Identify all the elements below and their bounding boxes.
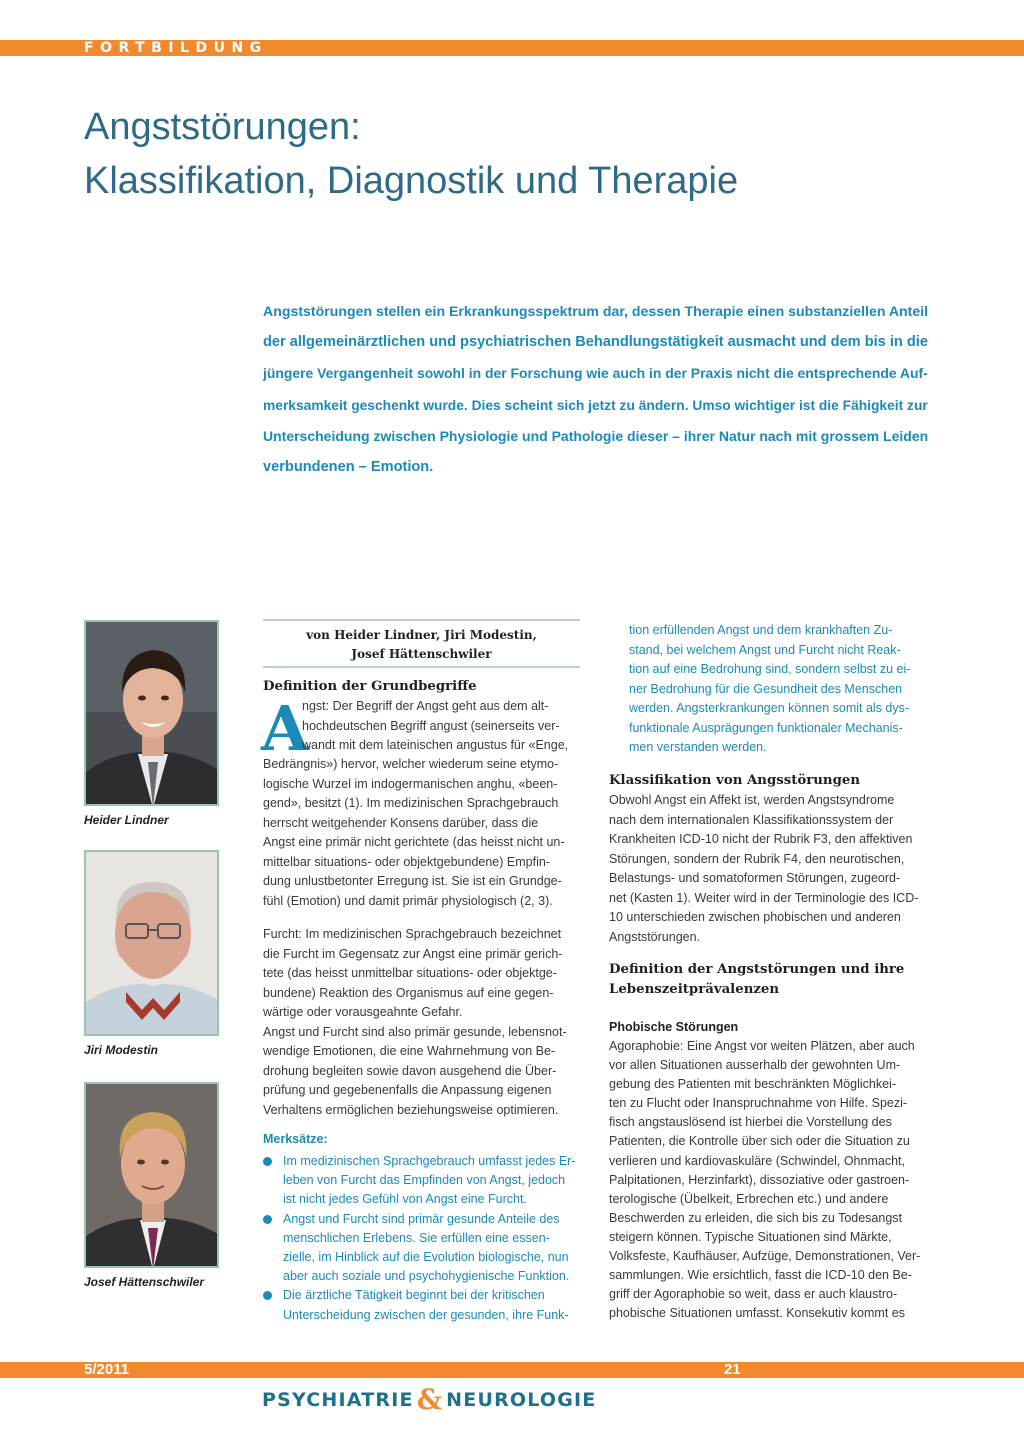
text-line: menschlichen Erlebens. Sie erfüllen eine essen-	[283, 1230, 550, 1245]
section-heading: Klassifikation von Angsstörungen	[609, 773, 861, 788]
journal-ampersand: &	[416, 1383, 444, 1416]
article-lead	[263, 296, 935, 483]
paragraph	[263, 755, 580, 911]
text-line: Angst und Furcht sind also primär gesunde, lebensnot-	[263, 1024, 567, 1039]
article-title	[84, 100, 964, 208]
text-line: Furcht: Im medizinischen Sprachgebrauch bezeichnet	[263, 927, 562, 941]
text-line: Angst eine primär nicht gerichtete (das heisst nicht un-	[263, 835, 565, 849]
text-line: vor allen Situationen ausserhalb der gewohnten Um-	[609, 1058, 901, 1073]
heading-line: Definition der Angststörungen und ihre	[609, 962, 905, 977]
merksaetze-heading: Merksätze:	[263, 1132, 328, 1146]
text-line: Patienten, die Kontrolle über sich oder die Situation zu	[609, 1134, 910, 1149]
byline-line-1: von Heider Lindner, Jiri Modestin,	[306, 628, 537, 642]
text-line: fühl (Emotion) und damit primär physiologisch (2, 3).	[263, 893, 553, 908]
title-line-1: Angststörungen:	[84, 106, 361, 148]
text-line: dung unlustbetonter Erregung ist. Sie ist ein Grundge-	[263, 874, 562, 888]
author-caption: Jiri Modestin	[84, 1043, 159, 1057]
text-line: gend», besitzt (1). Im medizinischen Sprachgebrauch	[263, 796, 559, 810]
paragraph	[609, 791, 926, 947]
divider	[263, 666, 580, 668]
text-line: steigern können. Typische Situationen sind Märkte,	[609, 1229, 892, 1244]
text-line: Volksfeste, Kaufhäuser, Aufzüge, Demonstrationen, Ver-	[609, 1249, 921, 1264]
text-line: Unterscheidung zwischen der gesunden, ihre Funk-	[283, 1307, 569, 1322]
text-line: phobische Situationen umfasst. Konsekutiv kommt es	[609, 1306, 905, 1321]
section-heading	[609, 960, 904, 999]
paragraph	[609, 1037, 926, 1323]
page-number: 21	[724, 1361, 741, 1378]
text-line: ten zu Flucht oder Inanspruchnahme von Hilfe. Spezi-	[609, 1096, 908, 1111]
text-line: Agoraphobie: Eine Angst vor weiten Plätzen, aber auch	[609, 1039, 915, 1053]
bullet-icon	[263, 1215, 272, 1224]
lead-line: jüngere Vergangenheit sowohl in der Forschung wie auch in der Praxis nicht die entsprechende Auf-	[263, 365, 928, 382]
text-line: tion erfüllenden Angst und dem krankhaften Zu-	[629, 623, 893, 637]
list-item	[263, 1286, 580, 1324]
author-photo-modestin	[84, 850, 219, 1036]
byline-line-2: Josef Hättenschwiler	[351, 646, 492, 661]
text-line: sammlungen. Wie ersichtlich, fasst die ICD-10 den Be-	[609, 1268, 912, 1283]
text-line: Bedrängnis») hervor, welcher wiederum seine etymo-	[263, 757, 559, 771]
section-heading: Definition der Grundbegriffe	[263, 679, 477, 694]
text-line: gebung des Patienten mit beschränkten Möglichkei-	[609, 1077, 896, 1092]
footer-bar	[0, 1362, 1024, 1378]
text-line: werden. Angsterkrankungen können somit als dys-	[629, 701, 910, 715]
journal-logo	[262, 1380, 597, 1416]
text-line: Beschwerden zu erleiden, die sich bis zu Todesangst	[609, 1210, 902, 1225]
paragraph	[302, 697, 580, 756]
text-line: mittelbar situations- oder objektgebundene) Empfin-	[263, 854, 550, 869]
author-photo-haettenschwiler	[84, 1082, 219, 1268]
text-line: drohung begleiten sowie davon ausgehend die Über-	[263, 1063, 557, 1078]
text-line: Palpitationen, Herzinfarkt), dissoziative oder gastroen-	[609, 1172, 910, 1187]
paragraph	[263, 925, 580, 1120]
text-line: terologische (Übelkeit, Erbrechen etc.) und andere	[609, 1191, 889, 1206]
text-line: net (Kasten 1). Weiter wird in der Terminologie des ICD-	[609, 890, 919, 905]
text-line: wärtige oder vorausgeahnte Gefahr.	[263, 1005, 463, 1019]
lead-line: Angststörungen stellen ein Erkrankungsspektrum dar, dessen Therapie einen substanziellen Anteil	[263, 303, 929, 319]
text-line: zielle, im Hinblick auf die Evolution biologische, nun	[283, 1250, 569, 1265]
author-caption: Heider Lindner	[84, 813, 169, 827]
lead-line: verbundenen – Emotion.	[263, 459, 434, 476]
heading-line: Lebenszeitprävalenzen	[609, 981, 780, 997]
text-line: funktionale Ausprägungen funktionaler Mechanis-	[629, 720, 903, 735]
journal-name-left: PSYCHIATRIE	[262, 1389, 414, 1411]
text-line: Angst und Furcht sind primär gesunde Anteile des	[283, 1211, 560, 1226]
lead-line: Unterscheidung zwischen Physiologie und Pathologie dieser – ihrer Natur nach mit grossem Leiden	[263, 427, 929, 444]
text-line: stand, bei welchem Angst und Furcht nicht Reak-	[629, 642, 901, 657]
divider	[263, 619, 580, 621]
text-line: wendige Emotionen, die eine Wahrnehmung von Be-	[263, 1044, 556, 1058]
journal-name-right: NEUROLOGIE	[446, 1389, 597, 1411]
section-label: FORTBILDUNG	[84, 40, 268, 56]
title-line-2: Klassifikation, Diagnostik und Therapie	[84, 160, 739, 202]
author-caption: Josef Hättenschwiler	[84, 1275, 205, 1289]
text-line: ist nicht jedes Gefühl von Angst eine Furcht.	[283, 1192, 527, 1207]
text-line: Die ärztliche Tätigkeit beginnt bei der kritischen	[283, 1288, 545, 1303]
text-line: leben von Furcht das Empfinden von Angst, jedoch	[283, 1173, 566, 1188]
bullet-icon	[263, 1157, 272, 1166]
text-line: fisch angstauslösend ist hierbei die Vorstellung des	[609, 1115, 892, 1130]
text-line: aber auch soziale und psychohygienische Funktion.	[283, 1269, 570, 1284]
author-byline	[263, 626, 580, 663]
subsection-heading: Phobische Störungen	[609, 1020, 739, 1034]
drop-cap: A	[261, 692, 310, 765]
text-line: tete (das heisst unmittelbar situations- oder objektge-	[263, 966, 557, 980]
issue-number: 5/2011	[84, 1361, 130, 1378]
text-line: hochdeutschen Begriff angust (seinerseits ver-	[302, 718, 560, 733]
text-line: Obwohl Angst ein Affekt ist, werden Angstsyndrome	[609, 793, 895, 807]
author-photo-lindner	[84, 620, 219, 806]
text-line: nach dem internationalen Klassifikationssystem der	[609, 812, 894, 827]
text-line: wandt mit dem lateinischen angustus für «Enge,	[302, 738, 569, 752]
paragraph	[629, 621, 926, 758]
text-line: Angststörungen.	[609, 929, 701, 944]
text-line: Im medizinischen Sprachgebrauch umfasst jedes Er-	[283, 1154, 576, 1168]
text-line: Störungen, sondern der Rubrik F4, den neurotischen,	[609, 851, 905, 866]
bullet-icon	[263, 1291, 272, 1300]
text-line: ner Bedrohung für die Gesundheit des Menschen	[629, 681, 903, 696]
list-item	[263, 1210, 580, 1287]
merksaetze-list	[263, 1152, 580, 1325]
text-line: tion auf eine Bedrohung sind, sondern selbst zu ei-	[629, 662, 911, 676]
text-line: ngst: Der Begriff der Angst geht aus dem alt-	[302, 699, 549, 713]
text-line: prüfung und gegebenenfalls die Anpassung eigenen	[263, 1083, 552, 1097]
text-line: herrscht weitgehender Konsens darüber, dass die	[263, 815, 539, 830]
text-line: Verhaltens ermöglichen beziehungsweise optimieren.	[263, 1102, 559, 1117]
text-line: die Furcht im Gegensatz zur Angst eine primär gerich-	[263, 946, 563, 961]
section-header-bar	[0, 40, 1024, 56]
text-line: griff der Agoraphobie so weit, dass er auch klaustro-	[609, 1287, 898, 1302]
list-item	[263, 1152, 580, 1210]
text-line: Belastungs- und somatoformen Störungen, zugeord-	[609, 871, 901, 885]
text-line: logische Wurzel im indogermanischen anghu, «been-	[263, 776, 558, 791]
text-line: bundene) Reaktion des Organismus auf eine gegen-	[263, 985, 554, 1000]
lead-line: merksamkeit geschenkt wurde. Dies scheint sich jetzt zu ändern. Umso wichtiger ist die Fähigkeit zur	[263, 396, 928, 413]
lead-line: der allgemeinärztlichen und psychiatrischen Behandlungstätigkeit ausmacht und dem bis in die	[263, 334, 928, 351]
text-line: Krankheiten ICD-10 nicht der Rubrik F3, den affektiven	[609, 832, 913, 846]
text-line: men verstanden werden.	[629, 740, 767, 754]
text-line: 10 unterschieden zwischen phobischen und anderen	[609, 910, 901, 924]
text-line: verlieren und kardiovaskuläre (Schwindel, Ohnmacht,	[609, 1153, 905, 1168]
